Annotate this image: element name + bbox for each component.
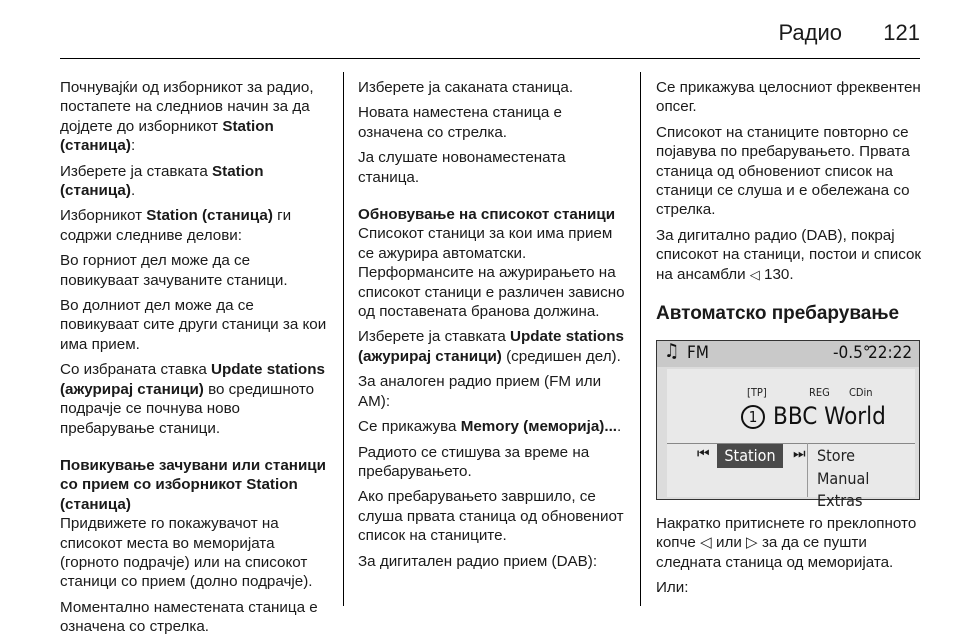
left-arrow-icon: ◁: [700, 534, 712, 552]
column-3: [656, 78, 926, 604]
menu-item-extras[interactable]: Extras: [817, 491, 863, 511]
paragraph: Моментално наместената станица е означена со стрелка.: [60, 598, 318, 636]
paragraph: Во долниот дел може да се повикуваат сите други станици за кои има прием.: [60, 297, 327, 353]
radio-display-illustration: [656, 340, 920, 511]
page-number: 121: [883, 20, 920, 45]
paragraph: Новата наместена станица е означена со стрелка.: [358, 104, 562, 141]
paragraph: Списокот на станиците повторно се појавува по пребарувањето. Првата станица од обновениот список на станици се слуша и е обележана со стрелка.: [656, 123, 910, 219]
reg-flag: REG: [809, 386, 830, 400]
display-divider: [667, 443, 915, 444]
music-note-icon: ♫: [664, 340, 680, 363]
section-title: Радио: [778, 20, 842, 45]
paragraph: Ако пребарувањето завршило, се слуша првата станица од обновениот список на станиците.: [358, 488, 624, 545]
header-rule: [60, 58, 920, 59]
column-divider-2: [640, 72, 641, 606]
paragraph: Со избраната ставка Update stations (ажурирај станици) во средишното подрачје се почнува ново пребарување станици.: [60, 361, 325, 437]
preset-number: 1: [741, 405, 765, 429]
menu-divider: [807, 443, 808, 497]
display-main-area: [667, 369, 915, 511]
previous-icon: ⏮: [697, 446, 710, 463]
band-label: FM: [687, 343, 709, 364]
paragraph: Изберете ја ставката Station (станица).: [60, 162, 264, 200]
page-ref-arrow-icon: ◁: [749, 266, 760, 282]
paragraph: За аналоген радио прием (FM или AM):: [358, 373, 602, 410]
tp-flag: [TP]: [747, 386, 767, 400]
column-1: [60, 78, 330, 643]
right-arrow-icon: ▷: [746, 534, 758, 552]
station-button[interactable]: Station: [717, 444, 783, 468]
section-heading: Автоматско пребарување: [656, 303, 900, 325]
station-name: 1 BBC World: [741, 405, 886, 429]
cd-flag: CDin: [849, 386, 873, 400]
temperature-readout: -0.5°: [833, 343, 871, 364]
paragraph: Накратко притиснете го преклопното копче ◁ или ▷ за да се пушти следната станица од меморијата.: [656, 515, 917, 571]
paragraph: Изберете ја ставката Update stations (ажурирај станици) (средишен дел).: [358, 328, 624, 365]
subheading: Обновување на списокот станици: [358, 206, 616, 224]
paragraph: Или:: [656, 579, 689, 597]
paragraph: Изборникот Station (станица) ги содржи следниве делови:: [60, 207, 292, 244]
paragraph: Ја слушате новонаместената станица.: [358, 149, 566, 186]
paragraph: Почнувајќи од изборникот за радио, постапете на следниов начин за да дојдете до изборникот Station (станица):: [60, 79, 314, 155]
paragraph: Списокот станици за кои има прием се ажурира автоматски. Перформансите на ажурирањето на списокот станици е различен зависно од поставената бранова должина.: [358, 225, 625, 321]
clock-readout: 22:22: [868, 343, 913, 364]
menu-item-manual[interactable]: Manual: [817, 469, 870, 489]
paragraph: Се прикажува Memory (меморија)....: [358, 418, 622, 436]
next-icon: ⏭: [793, 446, 806, 463]
page-header: [0, 0, 960, 58]
display-status-bar: [657, 341, 919, 367]
column-2: [358, 78, 628, 577]
paragraph: За дигитално радио (DAB), покрај списокот на станици, постои и список на ансамбли ◁ 130.: [656, 226, 922, 283]
paragraph: Се прикажува целосниот фреквентен опсег.: [656, 79, 921, 116]
paragraph: Изберете ја саканата станица.: [358, 79, 574, 96]
paragraph: Придвижете го покажувачот на списокот места во меморијата (горното подрачје) или на списокот станици со прием (долно подрачје).: [60, 515, 313, 591]
paragraph: Радиото се стишува за време на пребарувањето.: [358, 443, 590, 480]
menu-item-store[interactable]: Store: [817, 446, 856, 466]
subheading: Повикување зачувани или станици со прием со изборникот Station (станица): [60, 456, 326, 513]
paragraph: За дигитален радио прием (DAB):: [358, 552, 598, 570]
column-divider-1: [343, 72, 344, 606]
paragraph: Во горниот дел може да се повикуваат зачуваните станици.: [60, 252, 288, 289]
